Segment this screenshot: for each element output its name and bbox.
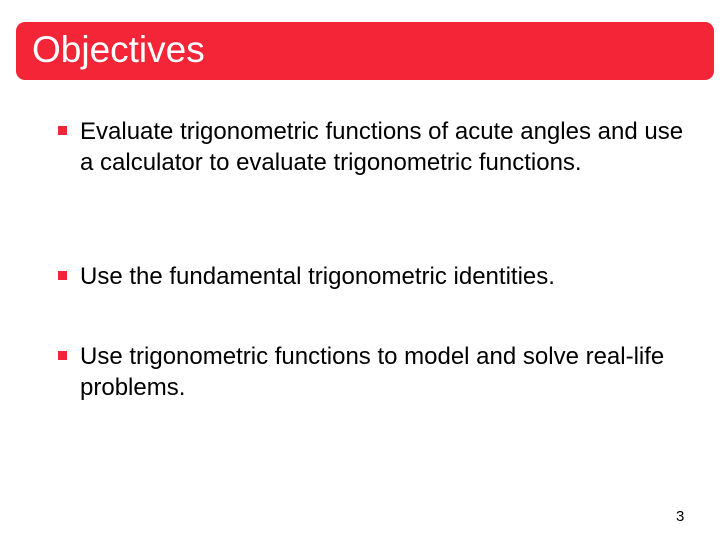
square-bullet-icon bbox=[58, 126, 67, 135]
list-item-text: Use trigonometric functions to model and solve real-life problems. bbox=[80, 343, 665, 401]
square-bullet-icon bbox=[58, 351, 67, 360]
page-number: 3 bbox=[676, 508, 685, 525]
list-item-text: Use the fundamental trigonometric identities. bbox=[80, 263, 555, 290]
square-bullet-icon bbox=[58, 271, 67, 280]
slide-title: Objectives bbox=[32, 29, 205, 70]
list-item-text: Evaluate trigonometric functions of acute angles and use a calculator to evaluate trigonometric functions. bbox=[80, 118, 684, 176]
